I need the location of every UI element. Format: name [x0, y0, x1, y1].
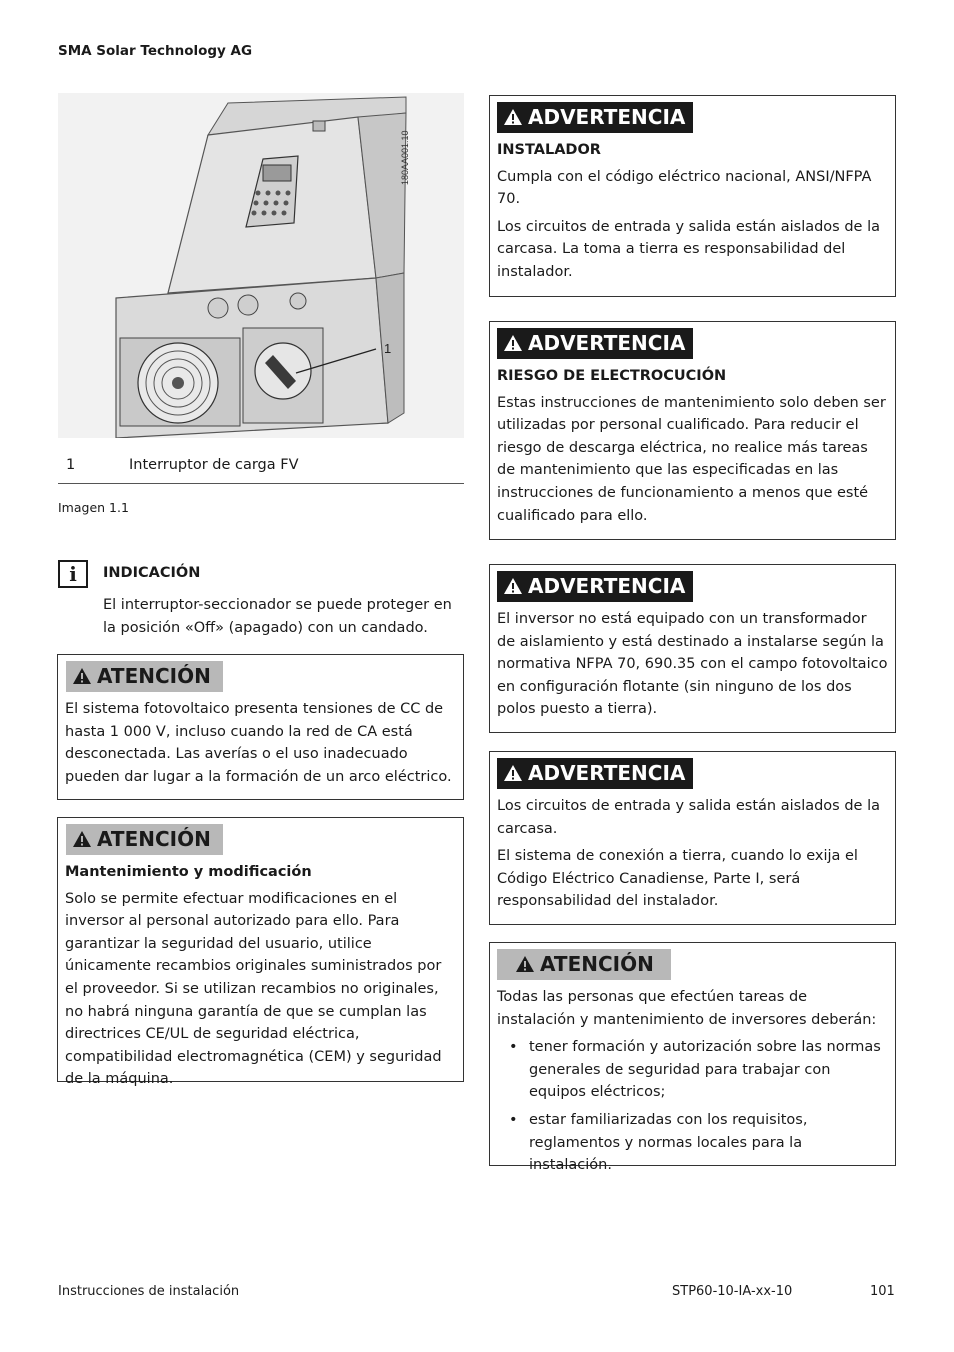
caution-badge: [66, 824, 223, 855]
badge-label: ADVERTENCIA: [528, 331, 686, 355]
warning-badge: [497, 571, 693, 602]
box-paragraph: El sistema de conexión a tierra, cuando lo exija el Código Eléctrico Canadiense, Parte I, será responsabilidad del instalador.: [497, 848, 858, 910]
warning-box-electrocution: [489, 321, 896, 540]
info-icon: i: [58, 560, 88, 588]
inverter-figure: [58, 93, 464, 438]
page-number: 101: [870, 1284, 895, 1299]
caution-box-maintenance: [57, 817, 464, 1088]
list-item: • estar familiarizadas con los requisitos, reglamentos y normas locales para la instalación.: [497, 1109, 888, 1177]
note-title: INDICACIÓN: [103, 565, 201, 581]
warning-box-grounding: [489, 751, 896, 925]
figure-legend: [58, 455, 464, 484]
legend-number: 1: [66, 457, 76, 473]
caution-badge: [66, 661, 223, 692]
box-text: El sistema fotovoltaico presenta tensiones de CC de hasta 1 000 V, incluso cuando la red de CA está desconectada. Las averías o el uso inadecuado pueden dar lugar a la formación de un arco eléctrico.: [65, 701, 452, 785]
figure-callout: 1: [384, 341, 392, 356]
list-item: • tener formación y autorización sobre las normas generales de seguridad para trabajar con equipos eléctricos;: [497, 1036, 888, 1104]
caution-badge: [497, 949, 671, 980]
bullet-list: [497, 1036, 888, 1177]
warning-badge: [497, 758, 693, 789]
footer-doc-code: STP60-10-IA-xx-10: [672, 1284, 793, 1299]
box-heading: RIESGO DE ELECTROCUCIÓN: [497, 368, 727, 384]
badge-label: ADVERTENCIA: [528, 574, 686, 598]
box-paragraph: El inversor no está equipado con un transformador de aislamiento y está destinado a instalarse según la normativa NFPA 70, 690.35 con el campo fotovoltaico en configuración flotante (sin ninguno de los dos polos puesto a tierra).: [497, 611, 888, 718]
badge-label: ATENCIÓN: [97, 664, 211, 688]
badge-label: ADVERTENCIA: [528, 105, 686, 129]
warning-triangle-icon: [72, 667, 92, 685]
warning-badge: [497, 328, 693, 359]
box-paragraph: Cumpla con el código eléctrico nacional, ANSI/NFPA 70.: [497, 168, 872, 208]
caution-box-personnel: [489, 942, 896, 1174]
warning-triangle-icon: [503, 334, 523, 352]
legend-text: Interruptor de carga FV: [129, 457, 299, 473]
figure-caption: Imagen 1.1: [58, 500, 129, 515]
caution-box-voltage: [57, 654, 464, 800]
warning-triangle-icon: [515, 955, 535, 973]
note-text: El interruptor-seccionador se puede proteger en la posición «Off» (apagado) con un candado.: [103, 597, 452, 636]
footer-doc-title: Instrucciones de instalación: [58, 1284, 240, 1299]
badge-label: ATENCIÓN: [540, 952, 654, 976]
warning-triangle-icon: [503, 764, 523, 782]
warning-triangle-icon: [72, 830, 92, 848]
box-paragraph: Todas las personas que efectúen tareas de instalación y mantenimiento de inversores deberán:: [497, 989, 877, 1028]
box-paragraph: Los circuitos de entrada y salida están aislados de la carcasa.: [497, 798, 880, 837]
box-heading: Mantenimiento y modificación: [65, 864, 312, 880]
box-paragraph: Los circuitos de entrada y salida están aislados de la carcasa. La toma a tierra es responsabilidad del instalador.: [497, 218, 880, 280]
badge-label: ATENCIÓN: [97, 827, 211, 851]
warning-box-transformer: [489, 564, 896, 733]
box-heading: INSTALADOR: [497, 142, 601, 158]
warning-triangle-icon: [503, 108, 523, 126]
box-text: Solo se permite efectuar modificaciones en el inversor al personal autorizado para ello. Para garantizar la seguridad del usuario, utilice únicamente recambios originales suministrados por el proveedor. Si se utilizan recambios no originales, no habrá ninguna garantía de que se cumplan las directrices CE/UL de seguridad eléctrica, compatibilidad electromagnética (CEM) y seguridad de la máquina.: [65, 890, 442, 1088]
warning-box-installer: [489, 95, 896, 297]
badge-label: ADVERTENCIA: [528, 761, 686, 785]
inverter-illustration: [58, 93, 464, 438]
box-paragraph: Estas instrucciones de mantenimiento solo deben ser utilizadas por personal cualificado. Para reducir el riesgo de descarga eléctrica, no realice más tareas de mantenimiento que las especificadas en las instrucciones de funcionamiento a menos que esté cualificado para ello.: [497, 394, 886, 524]
warning-badge: [497, 102, 693, 133]
warning-triangle-icon: [503, 577, 523, 595]
company-name: SMA Solar Technology AG: [58, 43, 253, 59]
figure-code: 180AA001.10: [400, 130, 410, 185]
